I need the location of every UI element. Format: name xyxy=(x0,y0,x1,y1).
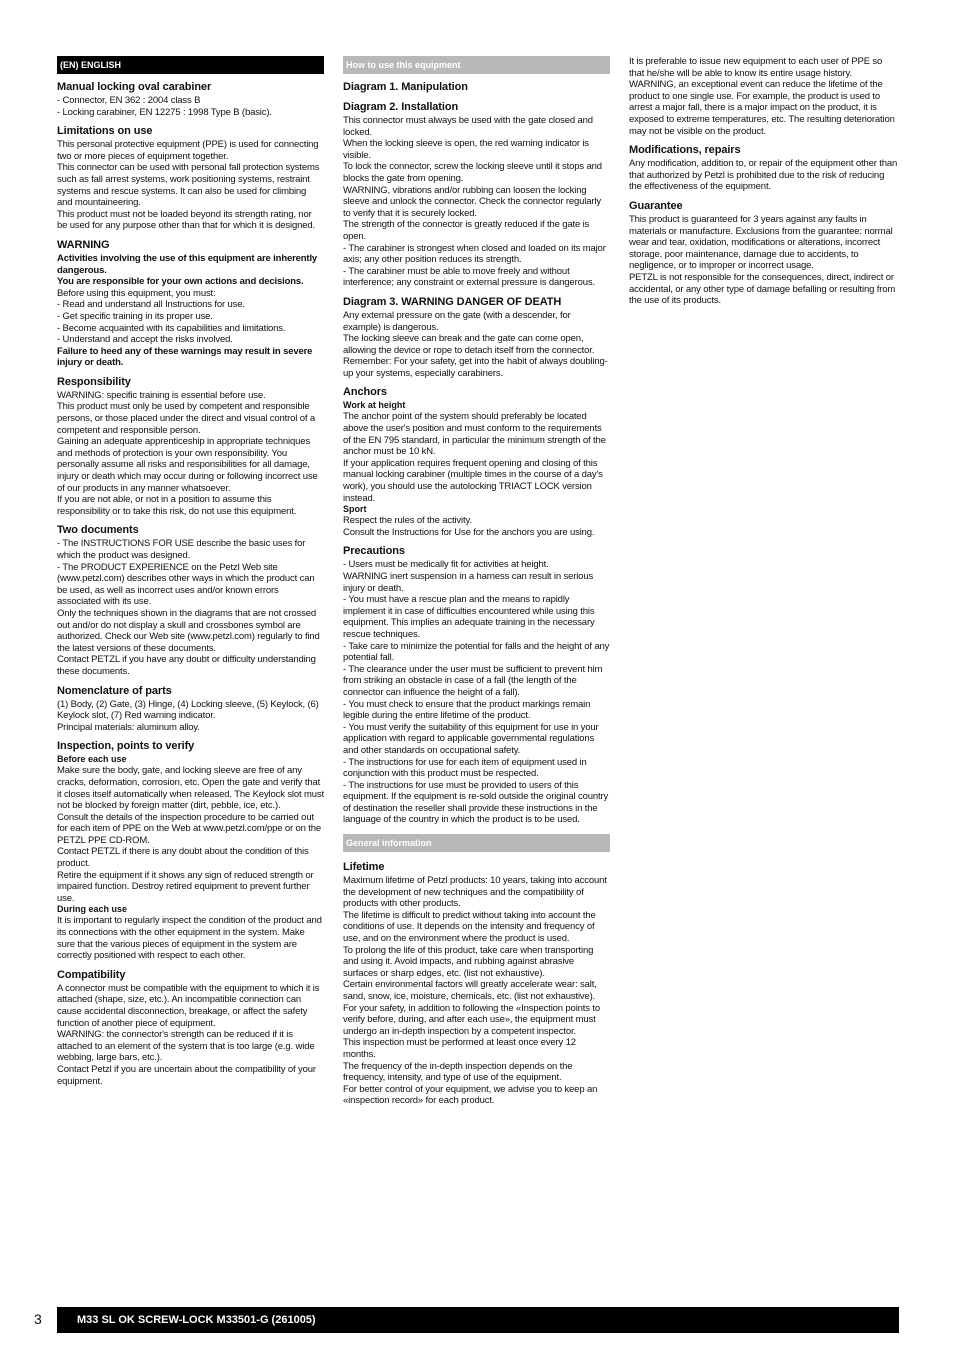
column-1 xyxy=(57,56,324,1087)
section-body-responsibility: WARNING: specific training is essential before use. This product must only be used by competent and responsible persons, or those placed under the direct and visual control of a competent and responsible person. Gaining an adequate apprenticeship in appropriate techniques and methods of protection is your own responsibility. You personally assume all risks and responsibilities for all damage, injury or death which may occur during or following incorrect use of our products in any manner whatsoever. If you are not able, or not in a position to assume this responsibility or to take this risk, do not use this equipment. xyxy=(57,389,318,517)
language-bar: (EN) ENGLISH xyxy=(57,56,324,74)
section-body-guarantee: This product is guaranteed for 3 years against any faults in materials or manufacture. Exclusions from the guarantee: normal wear and tear, oxidation, modifications or alterations, incorrect storage, poor maintenance, damage due to accidents, to negligence, or to improper or incorrect usage. PETZL is not responsible for the consequences, direct, indirect or accidental, or any other type of damage befalling or resulting from the use of its products. xyxy=(629,213,896,307)
section-title-compatibility: Compatibility xyxy=(57,968,126,981)
section-body-nomenclature: (1) Body, (2) Gate, (3) Hinge, (4) Locking sleeve, (5) Keylock, (6) Keylock slot, (7) Red warning indicator. Principal materials: aluminum alloy. xyxy=(57,698,319,733)
section-body-work-at-height: The anchor point of the system should preferably be located above the user's position and must conform to the requirements of the EN 795 standard, in particular the minimum strength of the anchor must be 10 kN. If your application requires frequent opening and closing of this manual locking carabiner (multiple times in the course of a day's work), you should use the autolocking TRIACT LOCK version instead. xyxy=(343,411,606,504)
section-title-two-documents: Two documents xyxy=(57,524,139,537)
subheading-before-each-use: Before each use xyxy=(57,754,127,765)
section-title-responsibility: Responsibility xyxy=(57,375,131,388)
diagram-2-body: This connector must always be used with the gate closed and locked. When the locking sleeve is open, the red warning indicator is visible. To lock the connector, screw the locking sleeve until it stops and blocks the gate from opening. WARNING, vibrations and/or rubbing can loosen the locking sleeve and unlock the connector. Check the connector regularly to verify that it is securely locked. The strength of the connector is greatly reduced if the gate is open. - The carabiner is strongest when closed and loaded on its major axis; any other position reduces its strength. - The carabiner must be able to move freely and without interference; any constraint or external pressure is dangerous. xyxy=(343,115,606,289)
section-title-nomenclature: Nomenclature of parts xyxy=(57,684,172,697)
section-title-guarantee: Guarantee xyxy=(629,199,683,212)
how-to-use-bar: How to use this equipment xyxy=(343,56,610,74)
general-information-bar: General information xyxy=(343,834,610,852)
document-reference: M33 SL OK SCREW-LOCK M33501-G (261005) xyxy=(77,1314,316,1326)
section-body-lifetime: Maximum lifetime of Petzl products: 10 years, taking into account the development of new techniques and the compatibility of products with other products. The lifetime is difficult to predict without taking into account the conditions of use. It depends on the intensity and frequency of use, and on the environment where the product is used. To prolong the life of this product, take care when transporting and using it. Avoid impacts, and rubbing against abrasive surfaces or sharp edges, etc. (list not exhaustive). Certain environmental factors will greatly accelerate wear: salt, sand, snow, ice, moisture, chemicals, etc. (list not exhaustive). For your safety, in addition to following the «Inspection points to verify before, during, and after each use», the equipment must undergo an in-depth inspection by a competent inspector. This inspection must be performed at least once every 12 months. The frequency of the in-depth inspection depends on the frequency, intensity, and type of use of the equipment. For better control of your equipment, we advise you to keep an «inspection record» for each product. xyxy=(343,875,607,1107)
section-title-anchors: Anchors xyxy=(343,386,387,399)
section-body-during-each-use: It is important to regularly inspect the condition of the product and its connections with the other equipment in the system. Make sure that the various pieces of equipment in the system are correctly positioned with respect to each other. xyxy=(57,915,322,962)
page-number: 3 xyxy=(34,1311,42,1327)
section-title-inspection: Inspection, points to verify xyxy=(57,740,195,753)
footer-bar xyxy=(57,1307,899,1333)
diagram-1-title: Diagram 1. Manipulation xyxy=(343,81,468,93)
section-body-carabiner: - Connector, EN 362 : 2004 class B - Locking carabiner, EN 12275 : 1998 Type B (basic). xyxy=(57,95,272,118)
section-body-before-each-use: Make sure the body, gate, and locking sleeve are free of any cracks, deformation, corrosion, etc. Open the gate and verify that it closes itself automatically when released. The Keylock slot must not be blocked by foreign matter (dirt, pebble, ice, etc.). Consult the details of the inspection procedure to be carried out for each item of PPE on the Web at www.petzl.com/ppe or on the PETZL PPE CD-ROM. Contact PETZL if there is any doubt about the condition of this product. Retire the equipment if it shows any sign of reduced strength or impaired function. Destroy retired equipment to prevent further use. xyxy=(57,765,324,904)
lifetime-continued-body: It is preferable to issue new equipment to each user of PPE so that he/she will be able to know its entire usage history. WARNING, an exceptional event can reduce the lifetime of the product to one single use. For example, the product is used to arrest a major fall, there is a major impact on the product, it is exposed to extreme temperatures, etc. The resulting deterioration may not be visible on the product. xyxy=(629,56,895,137)
subheading-sport: Sport xyxy=(343,504,367,515)
section-title-limitations: Limitations on use xyxy=(57,125,153,138)
section-title-warning: WARNING xyxy=(57,238,110,251)
diagram-3-body: Any external pressure on the gate (with a descender, for example) is dangerous. The locking sleeve can break and the gate can come open, allowing the device or rope to detach itself from the connector. Remember: For your safety, get into the habit of always doubling-up your systems, especially carabiners. xyxy=(343,309,608,379)
section-body-modifications: Any modification, addition to, or repair of the equipment other than that authorized by Petzl is prohibited due to the risk of reducing the effectiveness of the equipment. xyxy=(629,158,898,193)
section-body-compatibility: A connector must be compatible with the equipment to which it is attached (shape, size, etc.). An incompatible connection can cause accidental disconnection, breakage, or affect the safety function of another piece of equipment. WARNING: the connector's strength can be reduced if it is attached to an element of the system that is too large (e.g. wide webbing, large bars, etc.). Contact Petzl if you are uncertain about the compatibility of your equipment. xyxy=(57,982,320,1087)
section-title-lifetime: Lifetime xyxy=(343,861,385,874)
warning-bold-footer: Failure to heed any of these warnings may result in severe injury or death. xyxy=(57,345,313,369)
section-title-modifications: Modifications, repairs xyxy=(629,144,741,157)
column-3 xyxy=(629,56,899,307)
column-2 xyxy=(343,56,610,1107)
diagram-3-title: Diagram 3. WARNING DANGER OF DEATH xyxy=(343,295,562,308)
section-body-precautions: - Users must be medically fit for activities at height. WARNING inert suspension in a harness can result in serious injury or death. - You must have a rescue plan and the means to rapidly implement it in case of difficulties encountered while using this equipment. This implies an adequate training in the necessary rescue techniques. - Take care to minimize the potential for falls and the height of any potential fall. - The clearance under the user must be sufficient to prevent him from striking an obstacle in case of a fall (the length of the connector can influence the height of a fall). - You must check to ensure that the product markings remain legible during the entire lifetime of the product. - You must verify the suitability of this equipment for use in your application with regard to applicable governmental regulations and other standards on occupational safety. - The instructions for use for each item of equipment used in conjunction with this product must be respected. - The instructions for use must be provided to users of this equipment. If the equipment is re-sold outside the original country of destination the reseller shall provide these instructions in the language of the country in which the product is to be used. xyxy=(343,559,610,826)
diagram-2-title: Diagram 2. Installation xyxy=(343,101,459,113)
section-body-sport: Respect the rules of the activity. Consult the Instructions for Use for the anchors you are using. xyxy=(343,515,595,538)
subheading-work-at-height: Work at height xyxy=(343,400,406,411)
section-title-precautions: Precautions xyxy=(343,545,405,558)
subheading-during-each-use: During each use xyxy=(57,904,128,915)
section-body-warning: Before using this equipment, you must: - Read and understand all Instructions for use. - Get specific training in its proper use. - Become acquainted with its capabilities and limitations. - Understand and accept the risks involved. xyxy=(57,287,286,346)
warning-bold-text: Activities involving the use of this equipment are inherently dangerous. You are responsible for your own actions and decisions. xyxy=(57,252,318,288)
section-body-two-documents: - The INSTRUCTIONS FOR USE describe the basic uses for which the product was designed. - The PRODUCT EXPERIENCE on the Petzl Web site (www.petzl.com) describes other ways in which the product can be used, as well as incorrect uses and/or known errors associated with its use. Only the techniques shown in the diagrams that are not crossed out and/or do not display a skull and crossbones symbol are authorized. Check our Web site (www.petzl.com) regularly to find the latest versions of these documents. Contact PETZL if you have any doubt or difficulty understanding these documents. xyxy=(57,538,320,677)
section-body-limitations: This personal protective equipment (PPE) is used for connecting two or more pieces of equipment together. This connector can be used with personal fall protection systems such as fall arrest systems, work positioning systems, restraint systems and rescue systems. It can also be used for climbing and mountaineering. This product must not be loaded beyond its strength rating, nor be used for any purpose other than that for which it is designed. xyxy=(57,139,320,232)
section-title-carabiner: Manual locking oval carabiner xyxy=(57,81,212,93)
